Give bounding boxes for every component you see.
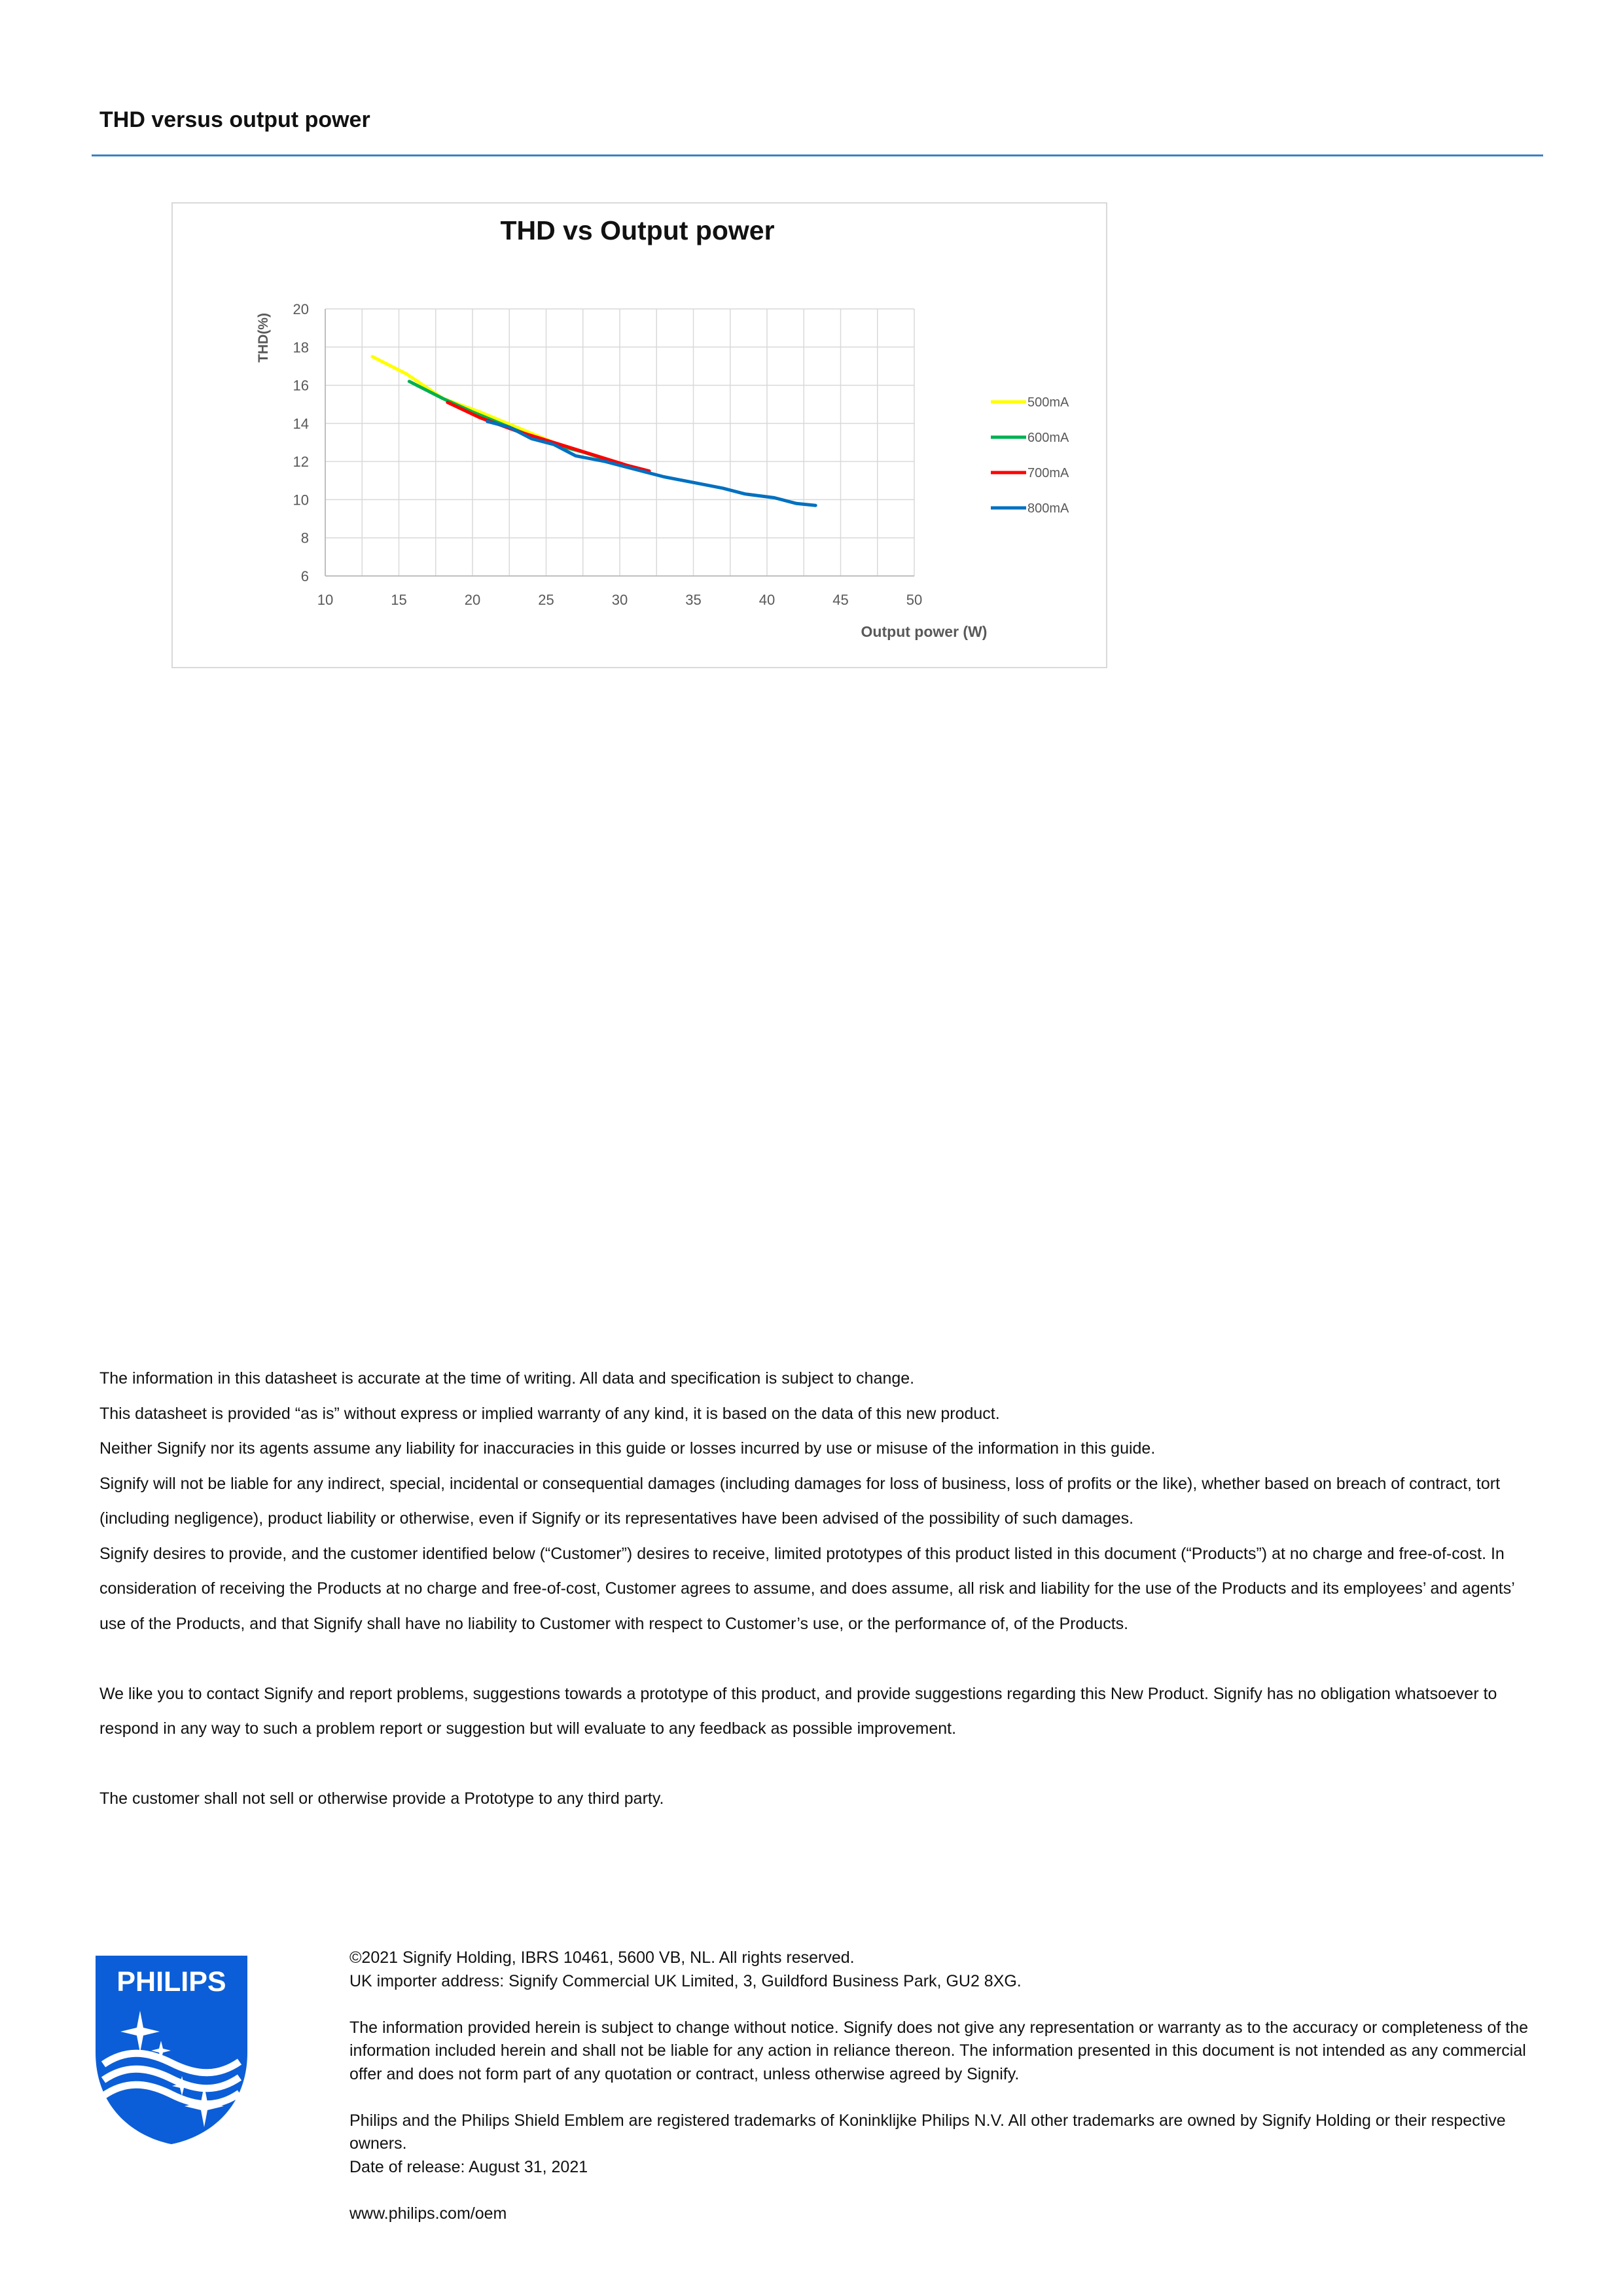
series-line-600mA [409, 382, 613, 461]
legend-label: 500mA [1027, 395, 1069, 410]
footer-website[interactable]: www.philips.com/oem [349, 2204, 507, 2223]
y-axis-label: THD(%) [256, 313, 271, 363]
disclaimer-line: This datasheet is provided “as is” without express or implied warranty of any kind, it is based on the data of this new product. [99, 1404, 1000, 1423]
footer [349, 1946, 1547, 2225]
x-tick-label: 50 [906, 592, 923, 608]
y-tick-label: 14 [293, 415, 309, 432]
thd-chart [173, 204, 1106, 667]
x-tick-label: 10 [317, 592, 334, 608]
y-tick-label: 6 [300, 568, 309, 584]
chart-frame [171, 202, 1107, 668]
legend-label: 800mA [1027, 501, 1069, 516]
disclaimer-line: Signify desires to provide, and the customer identified below (“Customer”) desires to receive, limited prototypes of this product listed in this document (“Products”) at no charge and free-of-cost. In consideration of receiving the Products at no charge and free-of-cost, Customer agrees to assume, and does assume, all risk and liability for the use of the Products and its employees’ and agents’ use of the Products, and that Signify shall have no liability to Customer with respect to Customer’s use, or the performance of, of the Products. [99, 1544, 1514, 1633]
y-tick-label: 16 [293, 377, 309, 394]
y-tick-label: 20 [293, 301, 309, 317]
legend-label: 600mA [1027, 431, 1069, 445]
x-tick-label: 30 [611, 592, 628, 608]
chart-grid [325, 309, 914, 576]
disclaimer-line: The customer shall not sell or otherwise provide a Prototype to any third party. [99, 1789, 664, 1808]
legend-label: 700mA [1027, 466, 1069, 480]
x-tick-label: 35 [685, 592, 702, 608]
disclaimer [99, 1361, 1539, 1817]
footer-notice: The information provided herein is subject to change without notice. Signify does not give any representation or warranty as to the accuracy or completeness of the information included herein and shall not be liable for any action in reliance thereon. The information presented in this document is not intended as any commercial offer and does not form part of any quotation or contract, unless otherwise agreed by Signify. [349, 2018, 1529, 2083]
section-divider [92, 154, 1543, 156]
x-tick-label: 25 [538, 592, 554, 608]
footer-copyright: ©2021 Signify Holding, IBRS 10461, 5600 VB, NL. All rights reserved. [349, 1948, 855, 1967]
logo-wordmark: PHILIPS [116, 1966, 226, 1998]
disclaimer-line: Signify will not be liable for any indirect, special, incidental or consequential damages (including damages for loss of business, loss of profits or the like), whether based on breach of contract, tort (including negligence), product liability or otherwise, even if Signify or its representatives have been advised of the possibility of such damages. [99, 1474, 1501, 1528]
y-tick-label: 18 [293, 339, 309, 356]
y-tick-label: 12 [293, 454, 309, 471]
x-tick-label: 40 [758, 592, 776, 608]
footer-trademarks: Philips and the Philips Shield Emblem are registered trademarks of Koninklijke Philips N.V. All other trademarks are owned by Signify Holding or their respective owners. [349, 2111, 1506, 2153]
chart-title: THD vs Output power [500, 215, 775, 245]
section-title: THD versus output power [99, 107, 370, 132]
x-tick-label: 15 [391, 592, 407, 608]
x-tick-label: 45 [832, 592, 849, 608]
chart-series [372, 357, 815, 505]
y-tick-label: 10 [293, 492, 309, 509]
disclaimer-line: We like you to contact Signify and report problems, suggestions towards a prototype of this product, and provide suggestions regarding this New Product. Signify has no obligation whatsoever to respond in any way to such a problem report or suggestion but will evaluate to any feedback as possible improvement. [99, 1684, 1497, 1738]
footer-importer: UK importer address: Signify Commercial UK Limited, 3, Guildford Business Park, GU2 8XG. [349, 1971, 1022, 1990]
footer-release-date: Date of release: August 31, 2021 [349, 2157, 588, 2176]
y-tick-label: 8 [300, 529, 309, 547]
x-tick-label: 20 [464, 592, 481, 608]
chart-legend [991, 395, 1069, 516]
disclaimer-line: Neither Signify nor its agents assume any liability for inaccuracies in this guide or losses incurred by use or misuse of the information in this guide. [99, 1439, 1156, 1458]
philips-shield-logo [94, 1954, 249, 2145]
x-axis-label: Output power (W) [861, 623, 988, 640]
disclaimer-line: The information in this datasheet is accurate at the time of writing. All data and specification is subject to change. [99, 1369, 915, 1388]
series-line-500mA [372, 357, 583, 452]
